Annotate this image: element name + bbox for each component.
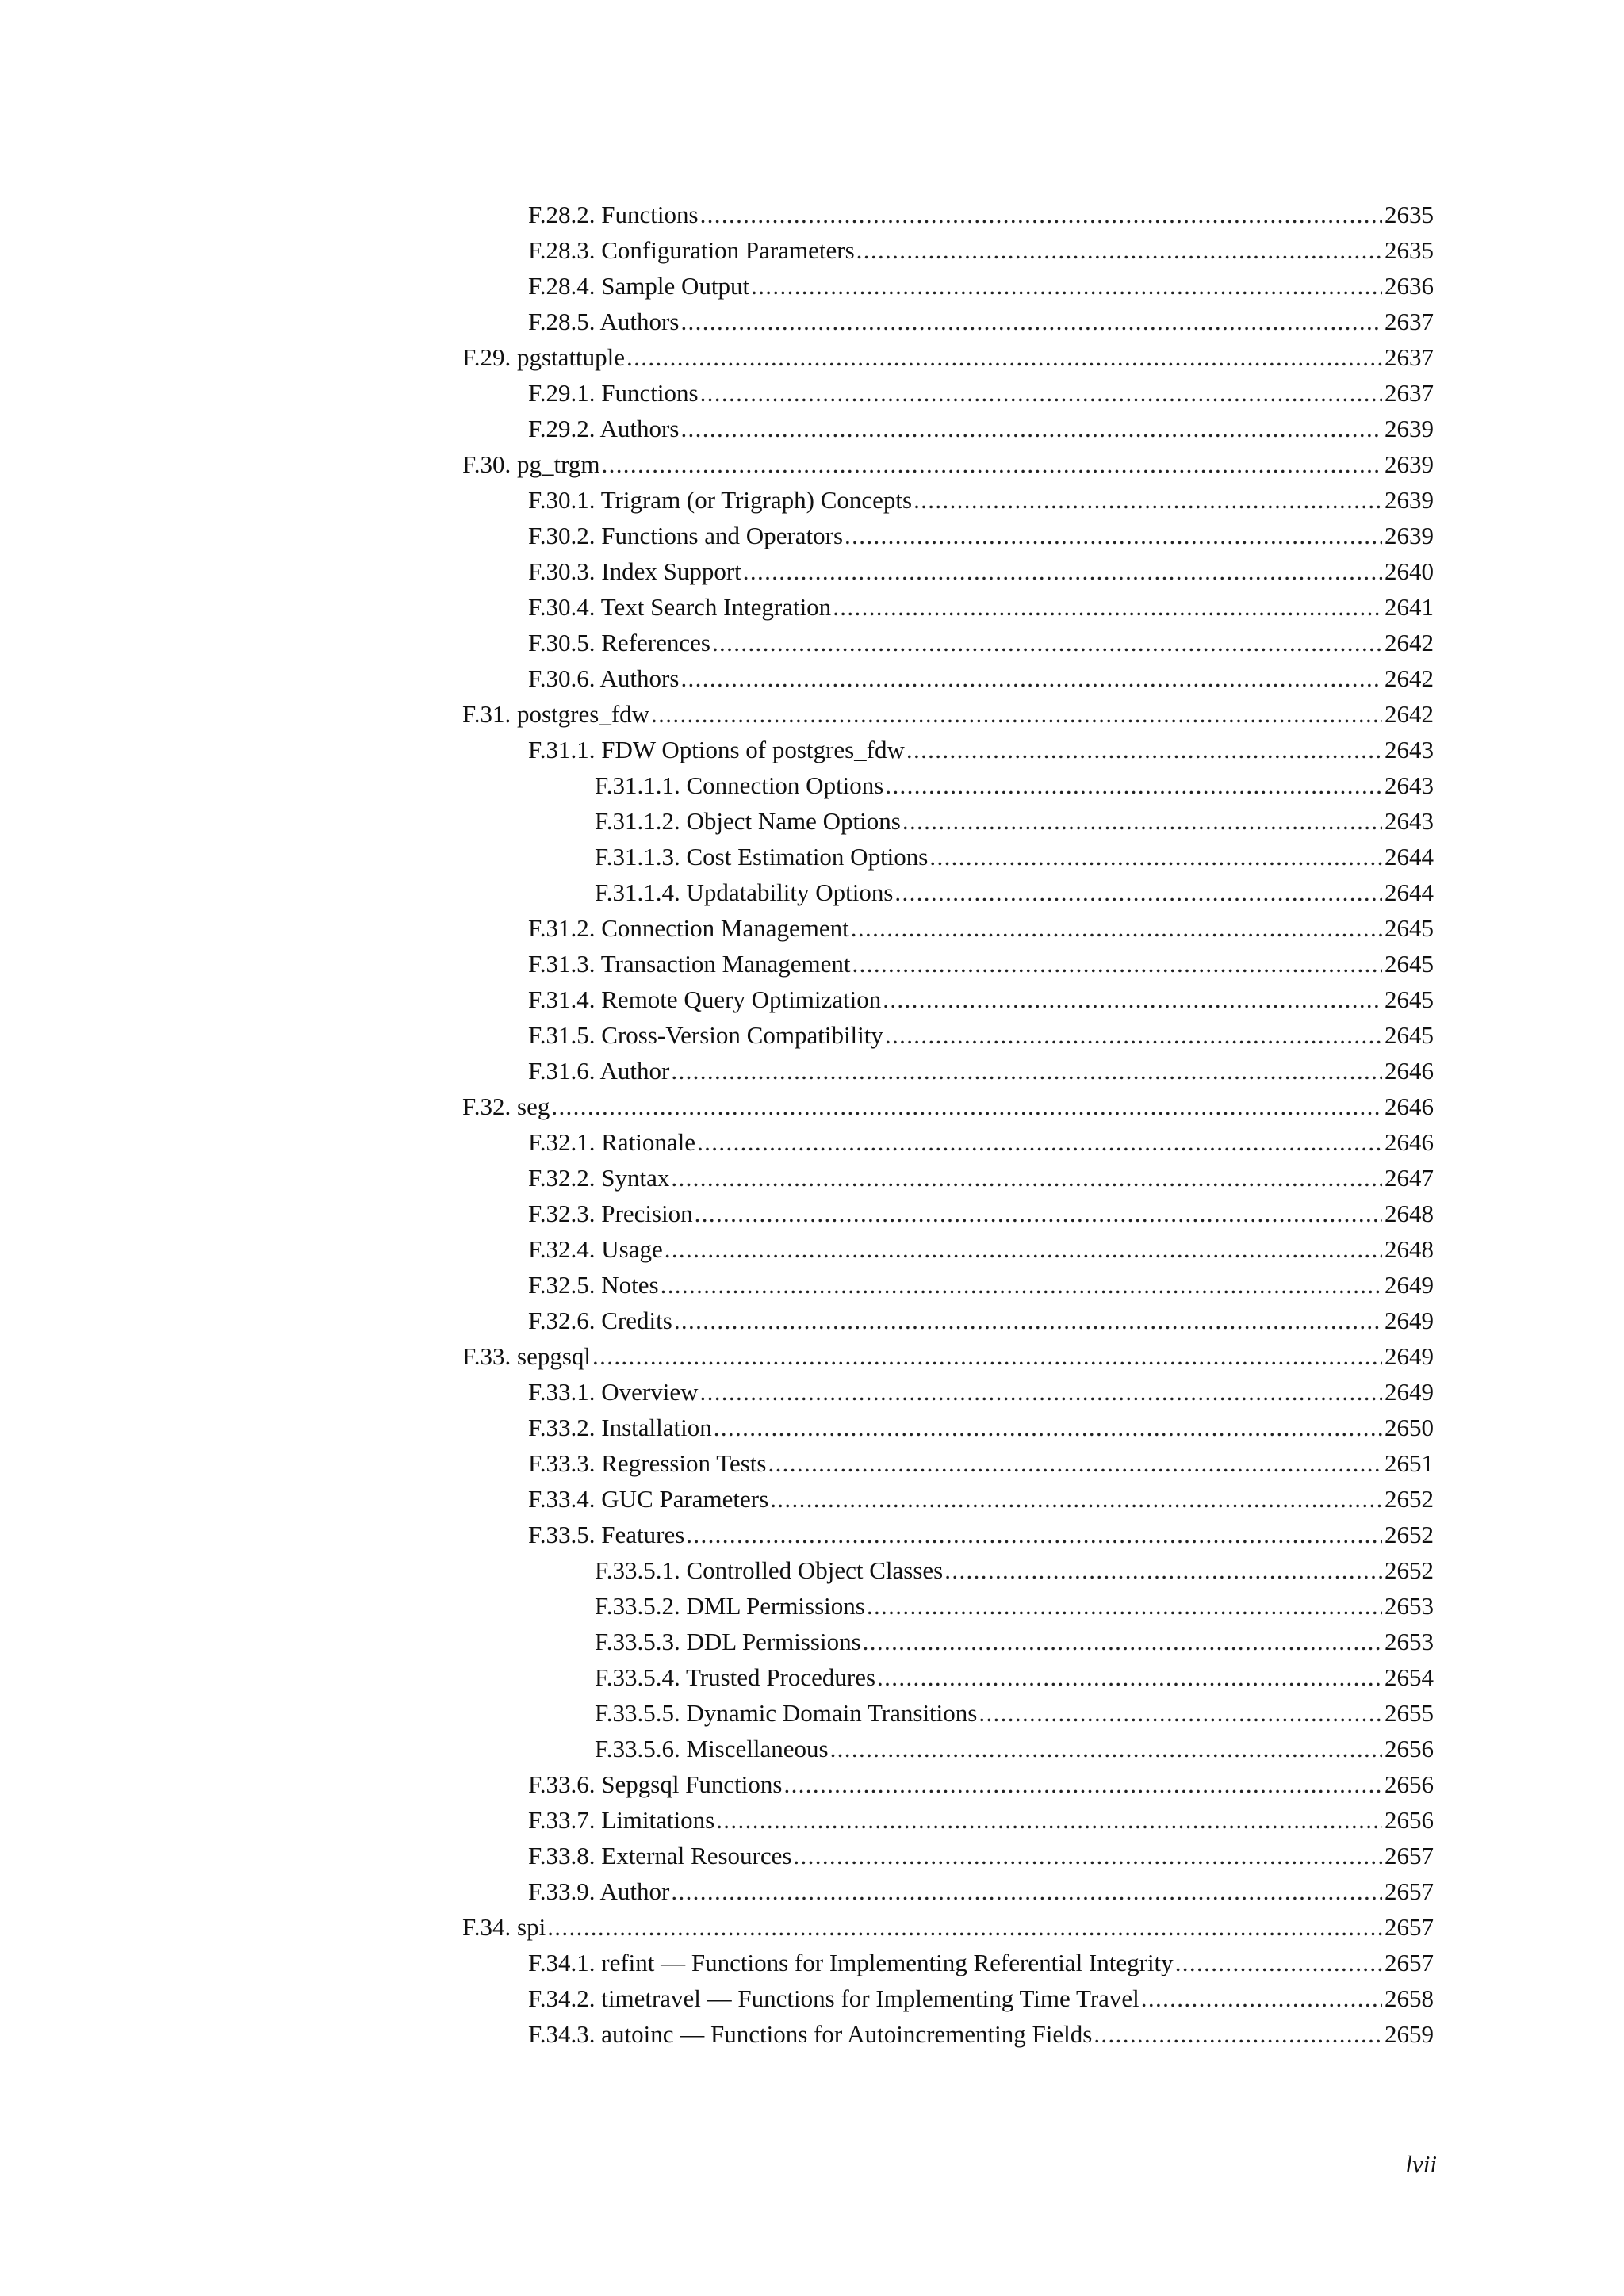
toc-entry-title[interactable]: F.33. sepgsql: [462, 1342, 592, 1370]
toc-entry-page[interactable]: 2645: [1385, 1021, 1434, 1049]
toc-entry-title[interactable]: F.30.4. Text Search Integration: [528, 593, 832, 621]
dot-leader: [885, 1017, 1382, 1053]
toc-entry-page[interactable]: 2648: [1385, 1200, 1434, 1227]
dot-leader: [783, 1766, 1382, 1802]
toc-entry-title[interactable]: F.32.3. Precision: [528, 1200, 693, 1227]
toc-entry-title[interactable]: F.33.5.5. Dynamic Domain Transitions: [595, 1699, 978, 1727]
toc-entry[interactable]: [0, 1338, 1624, 1374]
toc-entry-title[interactable]: F.31.6. Author: [528, 1057, 670, 1085]
dot-leader: [680, 411, 1382, 446]
toc-entry-title[interactable]: F.30.6. Authors: [528, 664, 680, 692]
dot-leader: [863, 1624, 1382, 1659]
dot-leader: [697, 1124, 1382, 1160]
dot-leader: [674, 1303, 1382, 1338]
toc-entry[interactable]: [0, 946, 1624, 982]
toc-entry-title[interactable]: F.33.5.1. Controlled Object Classes: [595, 1556, 944, 1584]
toc-entry-title[interactable]: F.32.5. Notes: [528, 1271, 659, 1299]
dot-leader: [1094, 2016, 1382, 2052]
dot-leader: [894, 874, 1382, 910]
dot-leader: [768, 1445, 1382, 1481]
toc-entry-page[interactable]: 2646: [1385, 1128, 1434, 1156]
dot-leader: [551, 1089, 1382, 1124]
toc-entry[interactable]: [0, 982, 1624, 1017]
toc-entry[interactable]: [0, 1980, 1624, 2016]
toc-entry[interactable]: [0, 625, 1624, 660]
toc-entry[interactable]: [0, 1410, 1624, 1445]
dot-leader: [626, 339, 1382, 375]
toc-entry-title[interactable]: F.33.5.4. Trusted Procedures: [595, 1663, 876, 1691]
toc-entry[interactable]: [0, 375, 1624, 411]
toc-entry[interactable]: [0, 518, 1624, 553]
toc-entry-page[interactable]: 2639: [1385, 450, 1434, 478]
dot-leader: [906, 732, 1382, 767]
dot-leader: [856, 232, 1382, 268]
toc-entry-page[interactable]: 2645: [1385, 950, 1434, 978]
toc-entry-page[interactable]: 2653: [1385, 1628, 1434, 1655]
dot-leader: [770, 1481, 1382, 1517]
dot-leader: [979, 1695, 1382, 1731]
toc-entry[interactable]: [0, 1124, 1624, 1160]
dot-leader: [695, 1196, 1382, 1231]
dot-leader: [671, 1160, 1382, 1196]
dot-leader: [944, 1552, 1382, 1588]
toc-entry-title[interactable]: F.30.3. Index Support: [528, 557, 741, 585]
toc-entry-title[interactable]: F.33.5. Features: [528, 1521, 685, 1548]
toc-entry-page[interactable]: 2657: [1385, 1949, 1434, 1976]
dot-leader: [833, 589, 1382, 625]
toc-entry-title[interactable]: F.34.2. timetravel — Functions for Implementing Time Travel: [528, 1984, 1139, 2012]
toc-entry[interactable]: [0, 1909, 1624, 1945]
toc-entry-title[interactable]: F.31.5. Cross-Version Compatibility: [528, 1021, 883, 1049]
toc-entry-title[interactable]: F.33.8. External Resources: [528, 1842, 792, 1869]
dot-leader: [602, 446, 1383, 482]
dot-leader: [665, 1231, 1382, 1267]
toc-entry-page[interactable]: 2637: [1385, 343, 1434, 371]
toc-entry[interactable]: [0, 1089, 1624, 1124]
toc-entry-title[interactable]: F.32.4. Usage: [528, 1235, 663, 1263]
toc-entry-page[interactable]: 2642: [1385, 700, 1434, 728]
toc-entry[interactable]: [0, 304, 1624, 339]
toc-entry-title[interactable]: F.31.1.2. Object Name Options: [595, 807, 901, 835]
toc-entry[interactable]: [0, 1053, 1624, 1089]
toc-entry-title[interactable]: F.31.1.4. Updatability Options: [595, 878, 894, 906]
toc-entry-title[interactable]: F.33.3. Regression Tests: [528, 1449, 767, 1477]
toc-entry-page[interactable]: 2649: [1385, 1342, 1434, 1370]
toc-entry[interactable]: [0, 1303, 1624, 1338]
toc-entry[interactable]: [0, 1588, 1624, 1624]
toc-entry-title[interactable]: F.29.1. Functions: [528, 379, 699, 407]
toc-entry[interactable]: [0, 696, 1624, 732]
toc-entry-title[interactable]: F.33.6. Sepgsql Functions: [528, 1770, 783, 1798]
dot-leader: [671, 1053, 1382, 1089]
toc-entry-title[interactable]: F.33.5.3. DDL Permissions: [595, 1628, 861, 1655]
toc-entry-page[interactable]: 2639: [1385, 522, 1434, 549]
dot-leader: [592, 1338, 1382, 1374]
toc-entry[interactable]: [0, 1731, 1624, 1766]
toc-entry[interactable]: [0, 1445, 1624, 1481]
toc-entry[interactable]: [0, 1160, 1624, 1196]
toc-entry-page[interactable]: 2649: [1385, 1307, 1434, 1334]
toc-entry[interactable]: [0, 1624, 1624, 1659]
dot-leader: [793, 1838, 1382, 1873]
toc-entry-title[interactable]: F.32.2. Syntax: [528, 1164, 670, 1192]
toc-entry-title[interactable]: F.33.9. Author: [528, 1877, 670, 1905]
dot-leader: [885, 767, 1382, 803]
toc-entry-title[interactable]: F.30.5. References: [528, 629, 710, 656]
toc-entry-page[interactable]: 2656: [1385, 1770, 1434, 1798]
toc-entry[interactable]: [0, 1945, 1624, 1980]
toc-entry[interactable]: [0, 1766, 1624, 1802]
toc-entry[interactable]: [0, 1017, 1624, 1053]
dot-leader: [902, 803, 1382, 839]
toc-entry-page[interactable]: 2646: [1385, 1057, 1434, 1085]
toc-entry-title[interactable]: F.31.4. Remote Query Optimization: [528, 985, 882, 1013]
toc-entry[interactable]: [0, 1517, 1624, 1552]
dot-leader: [851, 910, 1382, 946]
dot-leader: [661, 1267, 1382, 1303]
toc-entry-page[interactable]: 2649: [1385, 1378, 1434, 1406]
toc-entry[interactable]: [0, 553, 1624, 589]
toc-entry[interactable]: [0, 839, 1624, 874]
toc-entry[interactable]: [0, 1695, 1624, 1731]
dot-leader: [712, 625, 1382, 660]
toc-entry[interactable]: [0, 1802, 1624, 1838]
toc-entry-title[interactable]: F.34.1. refint — Functions for Implementing Referential Integrity: [528, 1949, 1174, 1976]
toc-entry-page[interactable]: 2644: [1385, 843, 1434, 871]
toc-entry[interactable]: [0, 232, 1624, 268]
dot-leader: [877, 1659, 1382, 1695]
toc-entry[interactable]: [0, 1481, 1624, 1517]
toc-entry-page[interactable]: 2645: [1385, 985, 1434, 1013]
page-number: lvii: [1405, 2150, 1437, 2178]
toc-entry-page[interactable]: 2643: [1385, 771, 1434, 799]
toc-entry-page[interactable]: 2654: [1385, 1663, 1434, 1691]
toc-entry-page[interactable]: 2636: [1385, 272, 1434, 300]
toc-entry-title[interactable]: F.31.1. FDW Options of postgres_fdw: [528, 736, 905, 763]
toc-entry-title[interactable]: F.30.1. Trigram (or Trigraph) Concepts: [528, 486, 913, 514]
toc-entry-page[interactable]: 2643: [1385, 736, 1434, 763]
toc-entry[interactable]: [0, 589, 1624, 625]
toc-entry-title[interactable]: F.29.2. Authors: [528, 415, 680, 442]
toc-entry[interactable]: [0, 874, 1624, 910]
toc-entry-page[interactable]: 2657: [1385, 1842, 1434, 1869]
toc-entry-title[interactable]: F.31.1.3. Cost Estimation Options: [595, 843, 929, 871]
toc-entry[interactable]: [0, 1374, 1624, 1410]
toc-entry-page[interactable]: 2650: [1385, 1414, 1434, 1441]
toc-entry-page[interactable]: 2646: [1385, 1093, 1434, 1120]
toc-entry[interactable]: [0, 910, 1624, 946]
toc-entry-page[interactable]: 2641: [1385, 593, 1434, 621]
toc-entry-title[interactable]: F.34. spi: [462, 1913, 546, 1941]
toc-entry-title[interactable]: F.28.3. Configuration Parameters: [528, 236, 855, 264]
toc-entry[interactable]: [0, 411, 1624, 446]
toc-entry-title[interactable]: F.34.3. autoinc — Functions for Autoincrementing Fields: [528, 2020, 1093, 2048]
toc-entry[interactable]: [0, 1552, 1624, 1588]
toc-entry-title[interactable]: F.33.7. Limitations: [528, 1806, 715, 1834]
toc-entry-page[interactable]: 2652: [1385, 1521, 1434, 1548]
dot-leader: [680, 304, 1382, 339]
toc-entry-title[interactable]: F.31.2. Connection Management: [528, 914, 849, 942]
dot-leader: [700, 375, 1382, 411]
toc-entry-title[interactable]: F.32. seg: [462, 1093, 550, 1120]
toc-entry[interactable]: [0, 268, 1624, 304]
dot-leader: [845, 518, 1382, 553]
toc-entry[interactable]: [0, 1231, 1624, 1267]
toc-entry[interactable]: [0, 1659, 1624, 1695]
toc-entry-page[interactable]: 2639: [1385, 415, 1434, 442]
dot-leader: [751, 268, 1382, 304]
toc-entry-page[interactable]: 2648: [1385, 1235, 1434, 1263]
toc-entry-page[interactable]: 2640: [1385, 557, 1434, 585]
toc-entry-page[interactable]: 2653: [1385, 1592, 1434, 1620]
toc-entry-title[interactable]: F.29. pgstattuple: [462, 343, 626, 371]
toc-entry[interactable]: [0, 767, 1624, 803]
dot-leader: [1175, 1945, 1382, 1980]
dot-leader: [1141, 1980, 1382, 2016]
toc-entry-page[interactable]: 2651: [1385, 1449, 1434, 1477]
toc-entry-title[interactable]: F.28.4. Sample Output: [528, 272, 750, 300]
toc-entry[interactable]: [0, 1196, 1624, 1231]
toc-entry-page[interactable]: 2635: [1385, 201, 1434, 228]
toc-entry-page[interactable]: 2652: [1385, 1556, 1434, 1584]
table-of-contents: [0, 197, 1624, 2052]
toc-entry[interactable]: [0, 482, 1624, 518]
toc-entry-page[interactable]: 2655: [1385, 1699, 1434, 1727]
toc-entry-page[interactable]: 2656: [1385, 1735, 1434, 1762]
toc-entry-title[interactable]: F.30. pg_trgm: [462, 450, 600, 478]
dot-leader: [671, 1873, 1382, 1909]
dot-leader: [700, 197, 1382, 232]
toc-entry-page[interactable]: 2645: [1385, 914, 1434, 942]
toc-entry[interactable]: [0, 446, 1624, 482]
dot-leader: [914, 482, 1382, 518]
dot-leader: [867, 1588, 1382, 1624]
toc-entry-title[interactable]: F.33.2. Installation: [528, 1414, 712, 1441]
toc-entry-page[interactable]: 2642: [1385, 629, 1434, 656]
toc-entry[interactable]: [0, 1267, 1624, 1303]
dot-leader: [680, 660, 1382, 696]
toc-entry-page[interactable]: 2639: [1385, 486, 1434, 514]
toc-entry-page[interactable]: 2637: [1385, 379, 1434, 407]
toc-entry-title[interactable]: F.33.5.6. Miscellaneous: [595, 1735, 829, 1762]
toc-entry-page[interactable]: 2647: [1385, 1164, 1434, 1192]
dot-leader: [716, 1802, 1382, 1838]
toc-entry[interactable]: [0, 339, 1624, 375]
toc-entry-page[interactable]: 2657: [1385, 1877, 1434, 1905]
toc-entry-title[interactable]: F.32.6. Credits: [528, 1307, 672, 1334]
toc-entry[interactable]: [0, 732, 1624, 767]
toc-entry-title[interactable]: F.33.4. GUC Parameters: [528, 1485, 769, 1513]
toc-entry-title[interactable]: F.33.5.2. DML Permissions: [595, 1592, 865, 1620]
toc-entry-page[interactable]: 2656: [1385, 1806, 1434, 1834]
toc-entry-page[interactable]: 2659: [1385, 2020, 1434, 2048]
toc-entry-title[interactable]: F.28.2. Functions: [528, 201, 699, 228]
toc-entry-page[interactable]: 2652: [1385, 1485, 1434, 1513]
dot-leader: [547, 1909, 1382, 1945]
toc-entry-page[interactable]: 2635: [1385, 236, 1434, 264]
toc-entry[interactable]: [0, 2016, 1624, 2052]
toc-entry-page[interactable]: 2658: [1385, 1984, 1434, 2012]
toc-entry-page[interactable]: 2649: [1385, 1271, 1434, 1299]
toc-entry[interactable]: [0, 803, 1624, 839]
toc-entry-title[interactable]: F.30.2. Functions and Operators: [528, 522, 844, 549]
toc-entry-page[interactable]: 2643: [1385, 807, 1434, 835]
dot-leader: [743, 553, 1382, 589]
toc-entry-title[interactable]: F.33.1. Overview: [528, 1378, 699, 1406]
dot-leader: [686, 1517, 1382, 1552]
toc-entry-page[interactable]: 2657: [1385, 1913, 1434, 1941]
toc-entry[interactable]: [0, 1873, 1624, 1909]
toc-entry-title[interactable]: F.31.3. Transaction Management: [528, 950, 851, 978]
toc-entry-page[interactable]: 2642: [1385, 664, 1434, 692]
toc-entry[interactable]: [0, 1838, 1624, 1873]
dot-leader: [929, 839, 1382, 874]
dot-leader: [651, 696, 1382, 732]
toc-entry-title[interactable]: F.31.1.1. Connection Options: [595, 771, 884, 799]
toc-entry[interactable]: [0, 197, 1624, 232]
dot-leader: [852, 946, 1382, 982]
dot-leader: [700, 1374, 1383, 1410]
dot-leader: [714, 1410, 1382, 1445]
toc-entry-page[interactable]: 2644: [1385, 878, 1434, 906]
dot-leader: [883, 982, 1382, 1017]
toc-entry-title[interactable]: F.28.5. Authors: [528, 308, 680, 335]
toc-entry-title[interactable]: F.32.1. Rationale: [528, 1128, 696, 1156]
toc-entry[interactable]: [0, 660, 1624, 696]
dot-leader: [830, 1731, 1382, 1766]
toc-entry-page[interactable]: 2637: [1385, 308, 1434, 335]
toc-entry-title[interactable]: F.31. postgres_fdw: [462, 700, 650, 728]
